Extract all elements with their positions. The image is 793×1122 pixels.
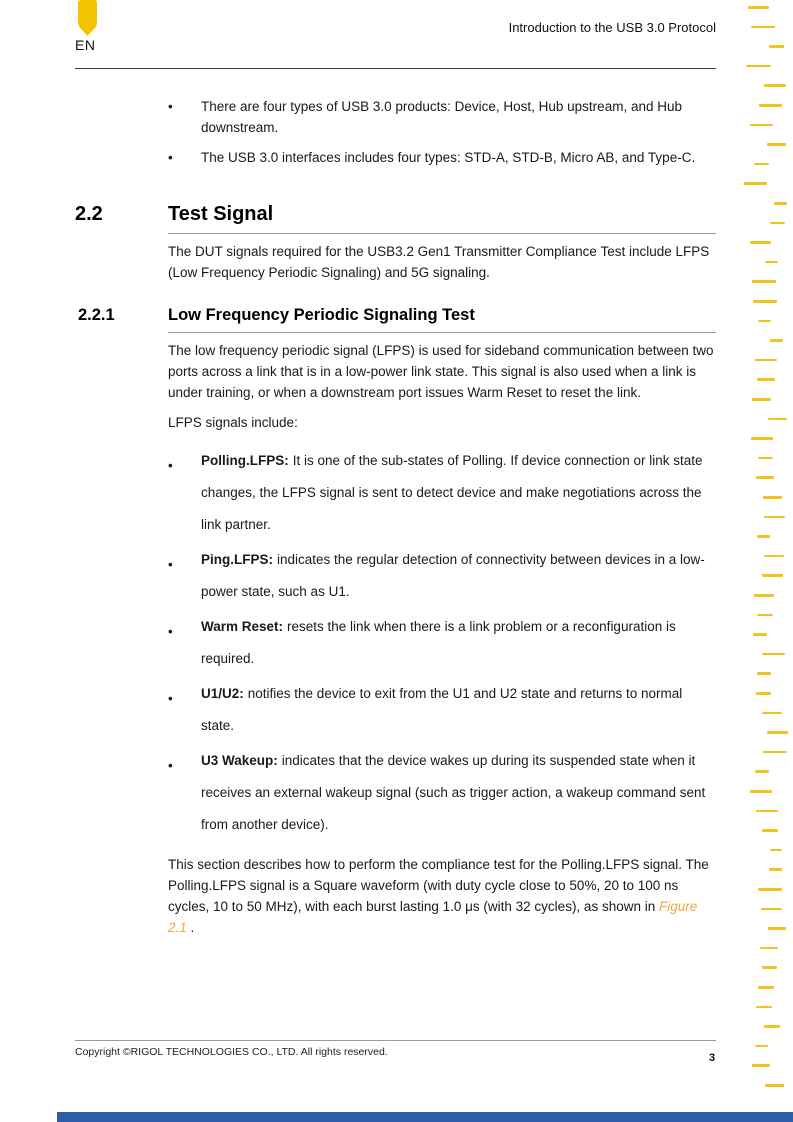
dash-mark (756, 1006, 772, 1009)
dash-mark (754, 163, 768, 166)
dash-mark (756, 476, 774, 479)
closing-paragraph (168, 854, 716, 938)
dash-mark (764, 1025, 779, 1028)
list-item (168, 96, 716, 138)
dash-mark (750, 241, 771, 244)
list-intro-text: LFPS signals include: (168, 415, 298, 430)
dash-mark (762, 829, 777, 832)
subsection-number: 2.2.1 (78, 306, 115, 324)
dash-mark (762, 653, 785, 656)
dash-mark (760, 947, 778, 950)
paragraph: The DUT signals required for the USB3.2 Gen1 Transmitter Compliance Test include LFPS (Low Frequency Periodic Signaling) and 5G signaling. (168, 244, 710, 280)
dash-mark (751, 26, 776, 29)
section-number: 2.2 (75, 203, 103, 225)
language-badge: EN (75, 37, 96, 53)
dash-mark (746, 65, 771, 68)
dash-mark (752, 280, 775, 283)
dash-mark (768, 927, 786, 930)
section-heading (75, 203, 716, 226)
subsection-heading (75, 306, 716, 325)
bullet-lead: Polling.LFPS: (201, 453, 289, 468)
dash-mark (757, 378, 775, 381)
dash-mark (764, 555, 785, 558)
dash-mark (761, 908, 783, 911)
dash-mark (768, 418, 786, 421)
closing-text-end: . (186, 920, 195, 935)
bullet-text: It is one of the sub-states of Polling. If device connection or link state changes, the LFPS signal is sent to detect device and make negotiations across the link partner. (201, 453, 703, 532)
dash-mark (769, 868, 781, 871)
dash-mark (748, 6, 769, 9)
dash-mark (764, 516, 786, 519)
paragraph: The low frequency periodic signal (LFPS) is used for sideband communication between two ports across a link that is in a low-power link state. This signal is also used when a link is under training, or when a downstream port issues Warm Reset to reset the link. (168, 343, 714, 400)
bullet-marker: • (168, 758, 173, 773)
dash-mark (767, 731, 788, 734)
dash-mark (770, 222, 786, 225)
lfps-bullet-list (168, 445, 716, 841)
bullet-text: The USB 3.0 interfaces includes four types: STD-A, STD-B, Micro AB, and Type-C. (201, 150, 696, 165)
bullet-marker: • (168, 458, 173, 473)
page-content (75, 86, 716, 938)
dash-mark (769, 45, 784, 48)
list-item (168, 745, 716, 841)
dash-mark (758, 457, 773, 460)
dash-mark (758, 320, 770, 323)
dash-mark (765, 1084, 783, 1087)
closing-text: This section describes how to perform the compliance test for the Polling.LFPS signal. The Polling.LFPS signal is a Square waveform (with duty cycle close to 50%, 20 to 100 ns cycles, 10 to 50 MHz), with each burst lasting 1.0 μs (with 32 cycles), as shown in (168, 857, 709, 914)
list-item (168, 147, 716, 168)
list-item (168, 445, 716, 541)
dash-mark (774, 202, 787, 205)
dash-mark (758, 888, 781, 891)
bullet-marker: • (168, 691, 173, 706)
dash-mark (763, 751, 787, 754)
dash-mark (756, 692, 771, 695)
dash-mark (755, 359, 777, 362)
bullet-marker: • (168, 150, 173, 165)
dash-mark (762, 574, 783, 577)
dash-mark (758, 986, 774, 989)
dash-mark (763, 496, 783, 499)
dash-mark (754, 594, 774, 597)
dash-mark (753, 633, 767, 636)
dash-mark (753, 300, 778, 303)
dash-mark (744, 182, 766, 185)
dash-mark (762, 966, 777, 969)
dash-mark (762, 712, 782, 715)
rigol-logo-icon (78, 0, 97, 36)
dash-mark (755, 770, 769, 773)
list-item (168, 544, 716, 608)
dash-mark (750, 124, 773, 127)
page-number: 3 (709, 1052, 716, 1064)
bullet-text: There are four types of USB 3.0 products: Device, Host, Hub upstream, and Hub downstream. (201, 99, 682, 135)
decorative-dash-column (748, 0, 793, 1105)
dash-mark (759, 104, 782, 107)
bullet-lead: U1/U2: (201, 686, 244, 701)
bullet-lead: Warm Reset: (201, 619, 284, 634)
section-title: Test Signal (168, 203, 274, 225)
dash-mark (767, 143, 787, 146)
dash-mark (751, 437, 773, 440)
subsection-title: Low Frequency Periodic Signaling Test (168, 306, 475, 324)
dash-mark (756, 810, 778, 813)
list-item (168, 611, 716, 675)
bullet-text: resets the link when there is a link problem or a reconfiguration is required. (201, 619, 676, 666)
bottom-blue-bar (57, 1112, 793, 1122)
dash-mark (755, 1045, 768, 1048)
figure-2-1-link[interactable]: Figure 2.1 (168, 899, 698, 935)
dash-mark (770, 849, 782, 852)
dash-mark (752, 398, 771, 401)
subsection-rule (168, 332, 716, 333)
dash-mark (750, 790, 772, 793)
bullet-marker: • (168, 624, 173, 639)
header-rule (75, 68, 716, 69)
list-item (168, 678, 716, 742)
section-rule (168, 233, 716, 234)
copyright-text: Copyright ©RIGOL TECHNOLOGIES CO., LTD. All rights reserved. (75, 1046, 388, 1058)
bullet-lead: Ping.LFPS: (201, 552, 273, 567)
bullet-text: indicates the regular detection of connectivity between devices in a low-power state, such as U1. (201, 552, 705, 599)
dash-mark (764, 84, 786, 87)
dash-mark (765, 261, 778, 264)
bullet-marker: • (168, 557, 173, 572)
intro-bullet-list (168, 96, 716, 168)
bullet-lead: U3 Wakeup: (201, 753, 278, 768)
dash-mark (757, 535, 770, 538)
dash-mark (770, 339, 784, 342)
bullet-marker: • (168, 99, 173, 114)
header-title: Introduction to the USB 3.0 Protocol (508, 20, 716, 35)
bullet-text: indicates that the device wakes up during its suspended state when it receives an external wakeup signal (such as trigger action, a wakeup command sent from another device). (201, 753, 706, 832)
dash-mark (757, 614, 772, 617)
dash-mark (752, 1064, 770, 1067)
dash-mark (757, 672, 771, 675)
footer-rule (75, 1040, 716, 1041)
bullet-text: notifies the device to exit from the U1 and U2 state and returns to normal state. (201, 686, 683, 733)
